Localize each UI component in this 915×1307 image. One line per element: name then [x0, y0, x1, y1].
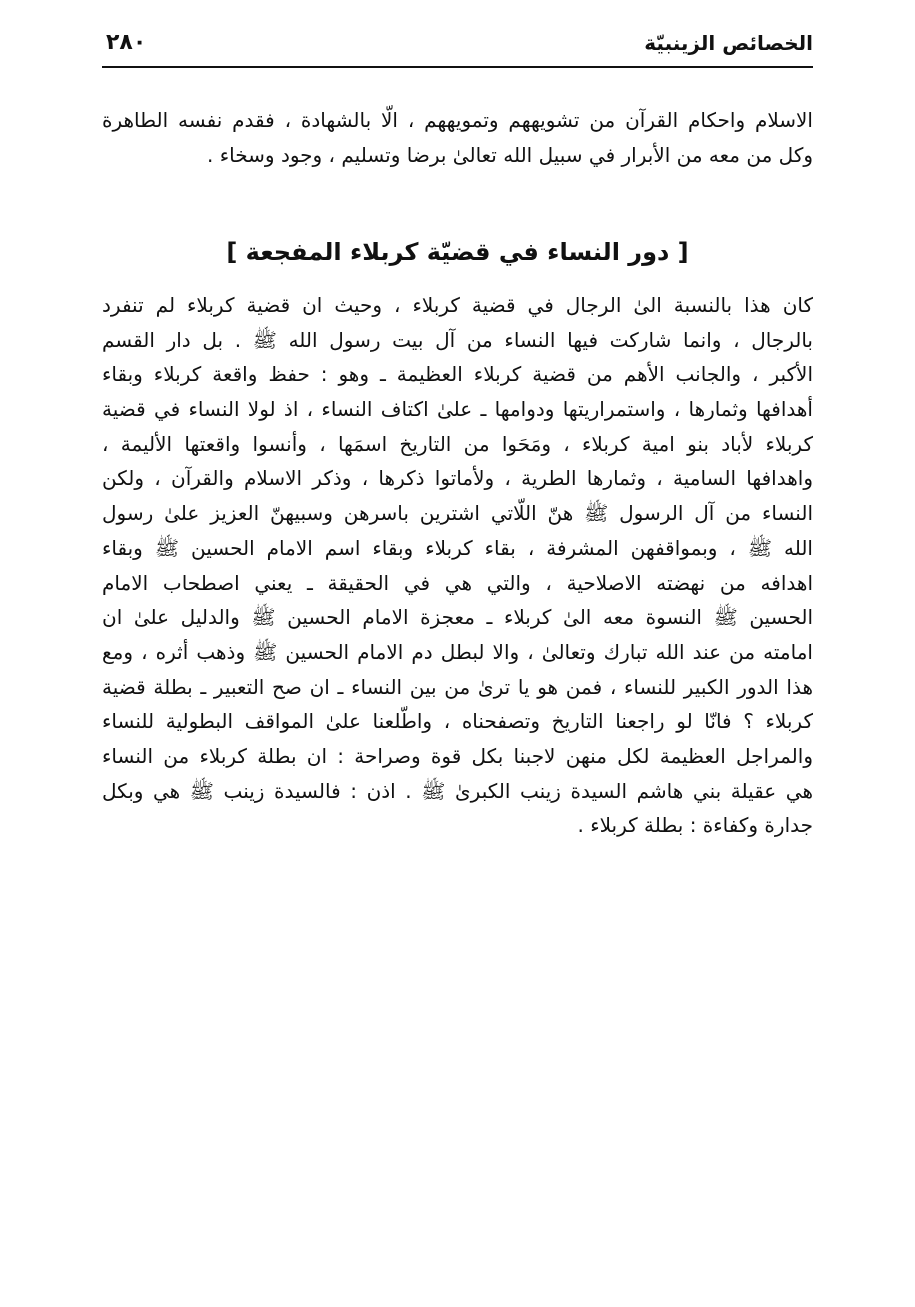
text-line: وكل من معه من الأبرار في سبيل الله تعالىٰ برضا وتسليم ، وجود وسخاء .	[207, 142, 813, 167]
text-line: واهدافها السامية ، وثمارها الطرية ، ولأماتوا ذكرها ، وذكر الاسلام والقرآن ، ولكن	[102, 466, 813, 491]
text-line: كان هذا بالنسبة الىٰ الرجال في قضية كربلاء ، وحيث ان قضية كربلاء لم تنفرد	[102, 293, 813, 317]
running-title: الخصائص الزينبيّة	[644, 31, 813, 55]
page-number: ٢٨٠	[106, 30, 147, 55]
intro-paragraph	[102, 103, 813, 172]
main-paragraph	[102, 288, 813, 843]
page-header	[102, 28, 813, 68]
text-line: هي عقيلة بني هاشم السيدة زينب الكبرىٰ ﷺ . اذن : فالسيدة زينب ﷺ هي وبكل	[102, 778, 813, 803]
text-line: جدارة وكفاءة : بطلة كربلاء .	[577, 813, 813, 838]
text-line: كربلاء ؟ فانّا لو راجعنا التاريخ وتصفحناه ، واطّلعنا علىٰ المواقف البطولية للنساء	[102, 709, 813, 734]
text-line: الاسلام واحكام القرآن من تشويههم وتمويههم ، الّا بالشهادة ، فقدم نفسه الطاهرة	[102, 108, 813, 132]
text-line: كربلاء لأباد بنو امية كربلاء ، ومَحَوا من التاريخ اسمَها ، وأنسوا واقعتها الأليمة ،	[102, 431, 813, 456]
text-line: الحسين ﷺ النسوة معه الىٰ كربلاء ـ معجزة الامام الحسين ﷺ والدليل علىٰ ان	[102, 605, 813, 630]
text-line: بالرجال ، وانما شاركت فيها النساء من آل بيت رسول الله ﷺ . بل دار القسم	[102, 327, 813, 352]
text-line: الأكبر ، والجانب الأهم من قضية كربلاء العظيمة ـ وهو : حفظ واقعة كربلاء وبقاء	[102, 362, 813, 387]
text-line: الله ﷺ ، وبمواقفهن المشرفة ، بقاء كربلاء وبقاء اسم الامام الحسين ﷺ وبقاء	[102, 535, 813, 560]
text-line: هذا الدور الكبير للنساء ، فمن هو يا ترىٰ من بين النساء ـ ان صح التعبير ـ بطلة قضية	[102, 674, 813, 699]
text-line: النساء من آل الرسول ﷺ هنّ اللّاتي اشترين باسرهن وسبيهنّ العزيز علىٰ رسول	[102, 501, 813, 526]
text-line: اهدافه من نهضته الاصلاحية ، والتي هي في الحقيقة ـ يعني اصطحاب الامام	[102, 570, 813, 595]
text-line: أهدافها وثمارها ، واستمراريتها ودوامها ـ علىٰ اكتاف النساء ، اذ لولا النساء في قضية	[102, 397, 813, 422]
section-heading: [ دور النساء في قضيّة كربلاء المفجعة ]	[226, 238, 689, 266]
text-line: امامته من عند الله تبارك وتعالىٰ ، والا لبطل دم الامام الحسين ﷺ وذهب أثره ، ومع	[102, 639, 813, 664]
text-line: والمراجل العظيمة لكل منهن لاجبنا بكل قوة وصراحة : ان بطلة كربلاء من النساء	[102, 743, 813, 768]
